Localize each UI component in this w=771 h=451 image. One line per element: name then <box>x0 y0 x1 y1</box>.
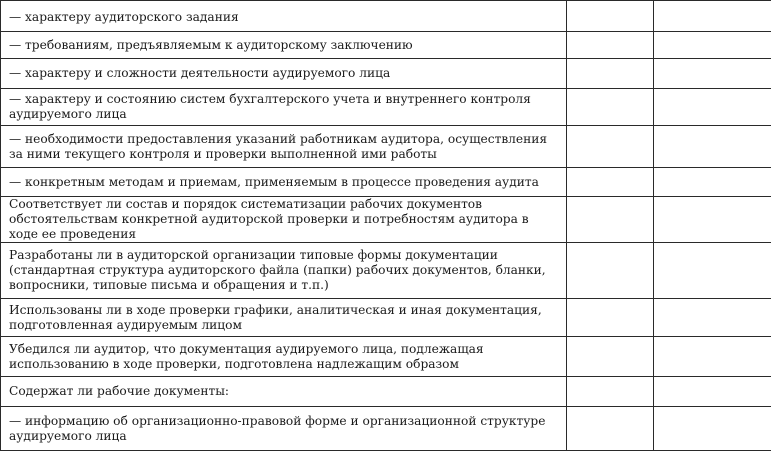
comment-cell <box>654 377 771 407</box>
comment-cell <box>654 168 771 197</box>
question-text: — требованиям, предъявляемым к аудиторскому заключению <box>9 38 560 53</box>
question-text: — характеру аудиторского задания <box>9 10 560 25</box>
question-text: — характеру и сложности деятельности аудируемого лица <box>9 66 560 81</box>
question-cell <box>1 299 567 337</box>
answer-cell <box>567 243 654 299</box>
table-row <box>1 126 771 168</box>
comment-cell <box>654 89 771 126</box>
comment-cell <box>654 197 771 243</box>
table-row <box>1 1 771 32</box>
question-cell <box>1 59 567 89</box>
question-cell <box>1 1 567 32</box>
answer-cell <box>567 299 654 337</box>
comment-cell <box>654 299 771 337</box>
answer-cell <box>567 337 654 377</box>
comment-cell <box>654 32 771 59</box>
question-text: — характеру и состоянию систем бухгалтерского учета и внутреннего контроля аудируемого лица <box>9 92 560 122</box>
answer-cell <box>567 59 654 89</box>
question-cell <box>1 407 567 451</box>
answer-cell <box>567 168 654 197</box>
question-text: Убедился ли аудитор, что документация аудируемого лица, подлежащая использованию в ходе проверки, подготовлена надлежащим образом <box>9 342 560 372</box>
table-row <box>1 168 771 197</box>
comment-cell <box>654 1 771 32</box>
answer-cell <box>567 407 654 451</box>
answer-cell <box>567 89 654 126</box>
question-cell <box>1 337 567 377</box>
table-row <box>1 243 771 299</box>
comment-cell <box>654 407 771 451</box>
question-cell <box>1 89 567 126</box>
question-cell <box>1 197 567 243</box>
comment-cell <box>654 243 771 299</box>
question-cell <box>1 32 567 59</box>
question-cell <box>1 126 567 168</box>
table-row <box>1 32 771 59</box>
question-text: Содержат ли рабочие документы: <box>9 384 560 399</box>
question-text: — конкретным методам и приемам, применяемым в процессе проведения аудита <box>9 175 560 190</box>
question-text: Использованы ли в ходе проверки графики, аналитическая и иная документация, подготовленная аудируемым лицом <box>9 303 560 333</box>
comment-cell <box>654 337 771 377</box>
question-cell <box>1 168 567 197</box>
comment-cell <box>654 59 771 89</box>
answer-cell <box>567 377 654 407</box>
table-row <box>1 89 771 126</box>
answer-cell <box>567 126 654 168</box>
table-row <box>1 407 771 451</box>
answer-cell <box>567 1 654 32</box>
table-row <box>1 377 771 407</box>
question-text: Разработаны ли в аудиторской организации типовые формы документации (стандартная структура аудиторского файла (папки) рабочих документов, бланки, вопросники, типовые письма и обращения и т.п.) <box>9 248 560 293</box>
table-row <box>1 197 771 243</box>
question-text: Соответствует ли состав и порядок систематизации рабочих документов обстоятельствам конкретной аудиторской проверки и потребностям аудитора в ходе ее проведения <box>9 197 560 242</box>
answer-cell <box>567 197 654 243</box>
table-row <box>1 337 771 377</box>
question-text: — необходимости предоставления указаний работникам аудитора, осуществления за ними текущего контроля и проверки выполненной ими работы <box>9 132 560 162</box>
question-cell <box>1 243 567 299</box>
answer-cell <box>567 32 654 59</box>
comment-cell <box>654 126 771 168</box>
table-row <box>1 59 771 89</box>
question-cell <box>1 377 567 407</box>
question-text: — информацию об организационно-правовой форме и организационной структуре аудируемого лица <box>9 414 560 444</box>
table-row <box>1 299 771 337</box>
